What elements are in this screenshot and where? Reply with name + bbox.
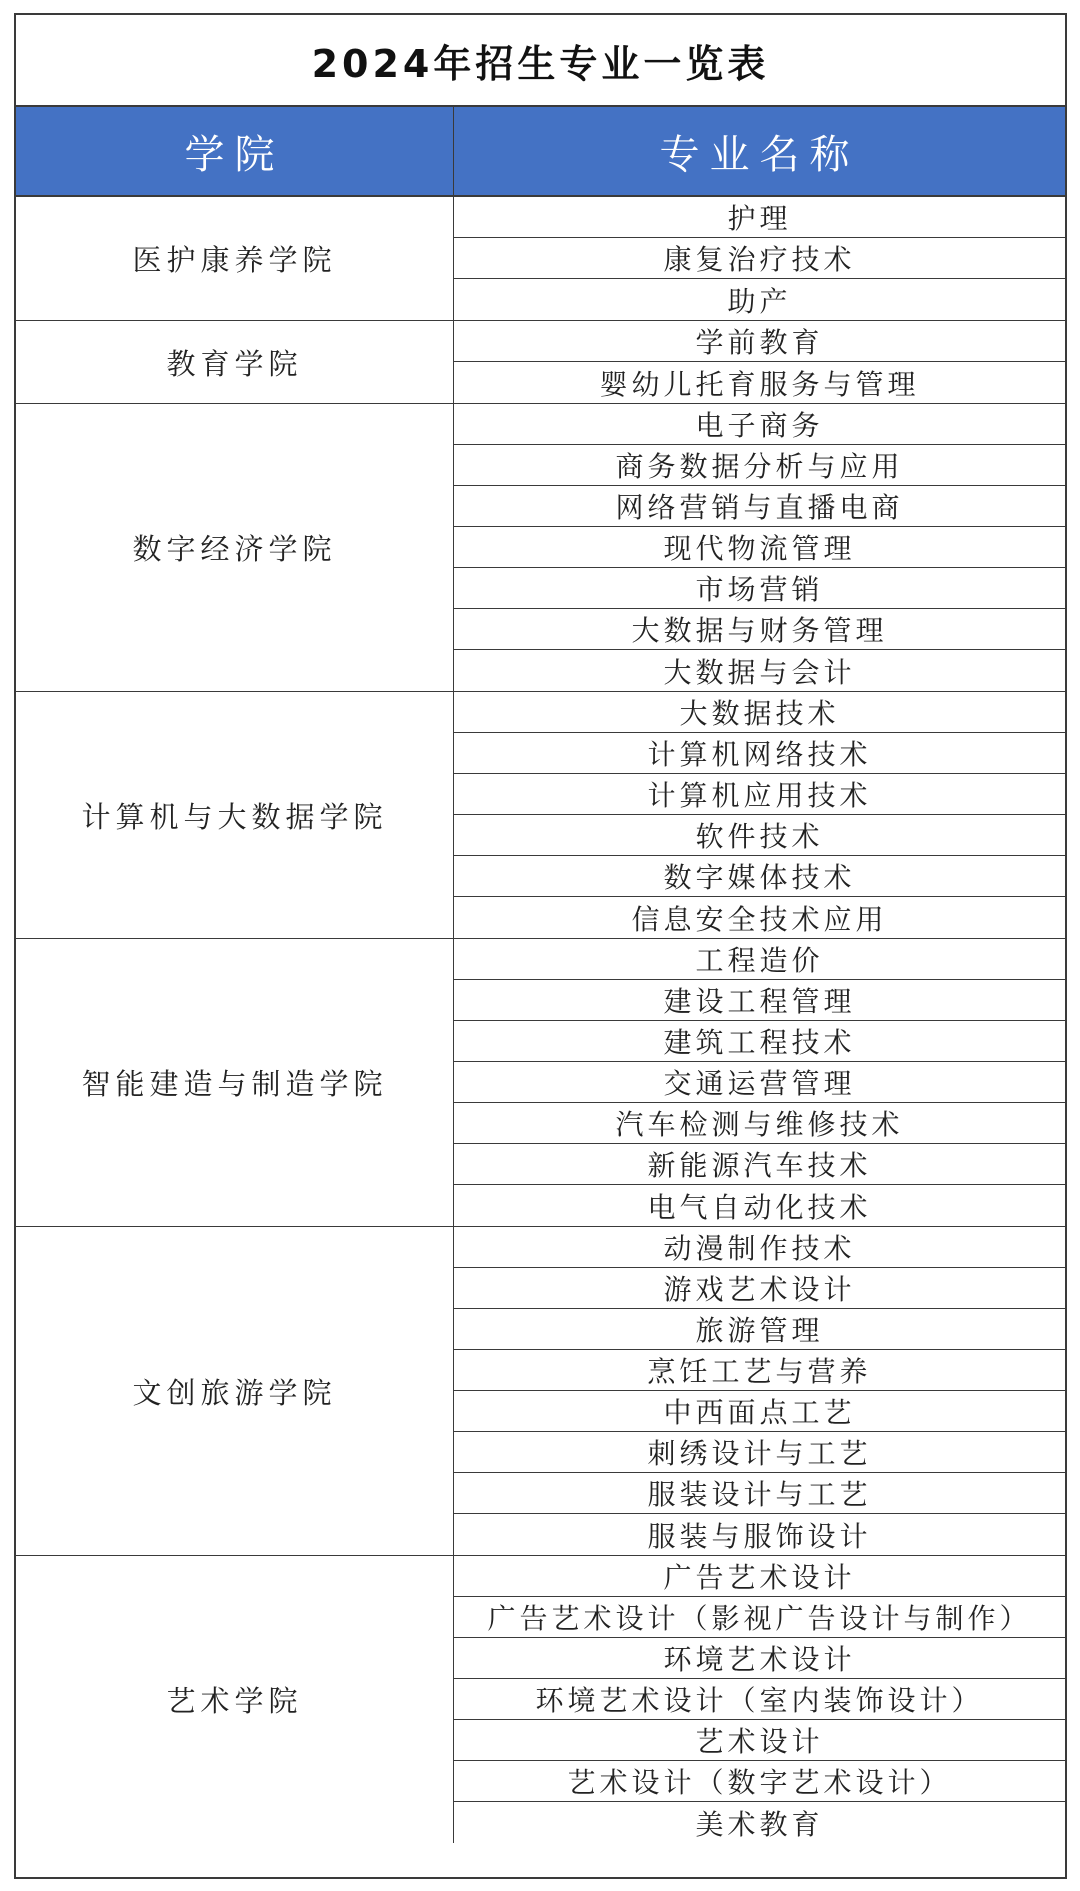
- major-item: 商务数据分析与应用: [454, 445, 1065, 486]
- major-item: 软件技术: [454, 815, 1065, 856]
- college-name: 文创旅游学院: [16, 1227, 454, 1555]
- major-item: 建设工程管理: [454, 980, 1065, 1021]
- major-list: [454, 1556, 1065, 1843]
- major-item: 信息安全技术应用: [631, 902, 888, 936]
- major-item: 中西面点工艺: [454, 1391, 1065, 1432]
- major-item: 服装与服饰设计: [647, 1519, 872, 1553]
- major-list: [454, 197, 1065, 320]
- enrollment-table: [14, 13, 1067, 1879]
- major-item: 婴幼儿托育服务与管理: [599, 367, 920, 401]
- major-item: 艺术设计（数字艺术设计）: [454, 1761, 1065, 1802]
- major-item: 大数据与会计: [663, 655, 856, 689]
- major-item: 康复治疗技术: [454, 238, 1065, 279]
- major-item: 大数据技术: [454, 692, 1065, 733]
- major-item: 烹饪工艺与营养: [454, 1350, 1065, 1391]
- major-list: [454, 1227, 1065, 1555]
- header-college: 学院: [16, 107, 454, 195]
- major-item: 电气自动化技术: [647, 1190, 872, 1224]
- major-item: 计算机网络技术: [454, 733, 1065, 774]
- college-name: 智能建造与制造学院: [16, 939, 454, 1226]
- major-item: 广告艺术设计（影视广告设计与制作）: [454, 1597, 1065, 1638]
- college-name: 计算机与大数据学院: [16, 692, 454, 938]
- major-item: 数字媒体技术: [454, 856, 1065, 897]
- college-group: [16, 404, 1065, 692]
- major-item: 市场营销: [454, 568, 1065, 609]
- major-item: 环境艺术设计（室内装饰设计）: [454, 1679, 1065, 1720]
- table-title: 2024年招生专业一览表: [16, 15, 1065, 107]
- major-item: 美术教育: [695, 1807, 824, 1841]
- major-item: 工程造价: [454, 939, 1065, 980]
- college-name: 数字经济学院: [16, 404, 454, 691]
- major-list: [454, 404, 1065, 691]
- college-name: 艺术学院: [16, 1556, 454, 1843]
- college-group: [16, 692, 1065, 939]
- major-list: [454, 321, 1065, 403]
- college-group: [16, 1227, 1065, 1556]
- major-item: 助产: [727, 284, 792, 318]
- college-group: [16, 939, 1065, 1227]
- major-item: 电子商务: [454, 404, 1065, 445]
- header-major: 专业名称: [659, 131, 860, 178]
- major-item: 艺术设计: [454, 1720, 1065, 1761]
- major-item: 网络营销与直播电商: [454, 486, 1065, 527]
- major-item: 护理: [454, 197, 1065, 238]
- major-item: 旅游管理: [454, 1309, 1065, 1350]
- major-item: 新能源汽车技术: [454, 1144, 1065, 1185]
- college-group: [16, 1556, 1065, 1843]
- major-list: [454, 939, 1065, 1226]
- college-group: [16, 197, 1065, 321]
- major-item: 交通运营管理: [454, 1062, 1065, 1103]
- major-item: 学前教育: [454, 321, 1065, 362]
- major-item: 广告艺术设计: [454, 1556, 1065, 1597]
- major-item: 服装设计与工艺: [454, 1473, 1065, 1514]
- major-item: 动漫制作技术: [454, 1227, 1065, 1268]
- table-body: [16, 197, 1065, 1877]
- major-item: 游戏艺术设计: [454, 1268, 1065, 1309]
- major-item: 现代物流管理: [454, 527, 1065, 568]
- major-item: 环境艺术设计: [454, 1638, 1065, 1679]
- major-item: 计算机应用技术: [454, 774, 1065, 815]
- major-item: 汽车检测与维修技术: [454, 1103, 1065, 1144]
- table-header-row: [16, 107, 1065, 197]
- major-item: 建筑工程技术: [454, 1021, 1065, 1062]
- college-group: [16, 321, 1065, 404]
- major-list: [454, 692, 1065, 938]
- major-item: 大数据与财务管理: [454, 609, 1065, 650]
- college-name: 教育学院: [16, 321, 454, 403]
- major-item: 刺绣设计与工艺: [454, 1432, 1065, 1473]
- college-name: 医护康养学院: [16, 197, 454, 320]
